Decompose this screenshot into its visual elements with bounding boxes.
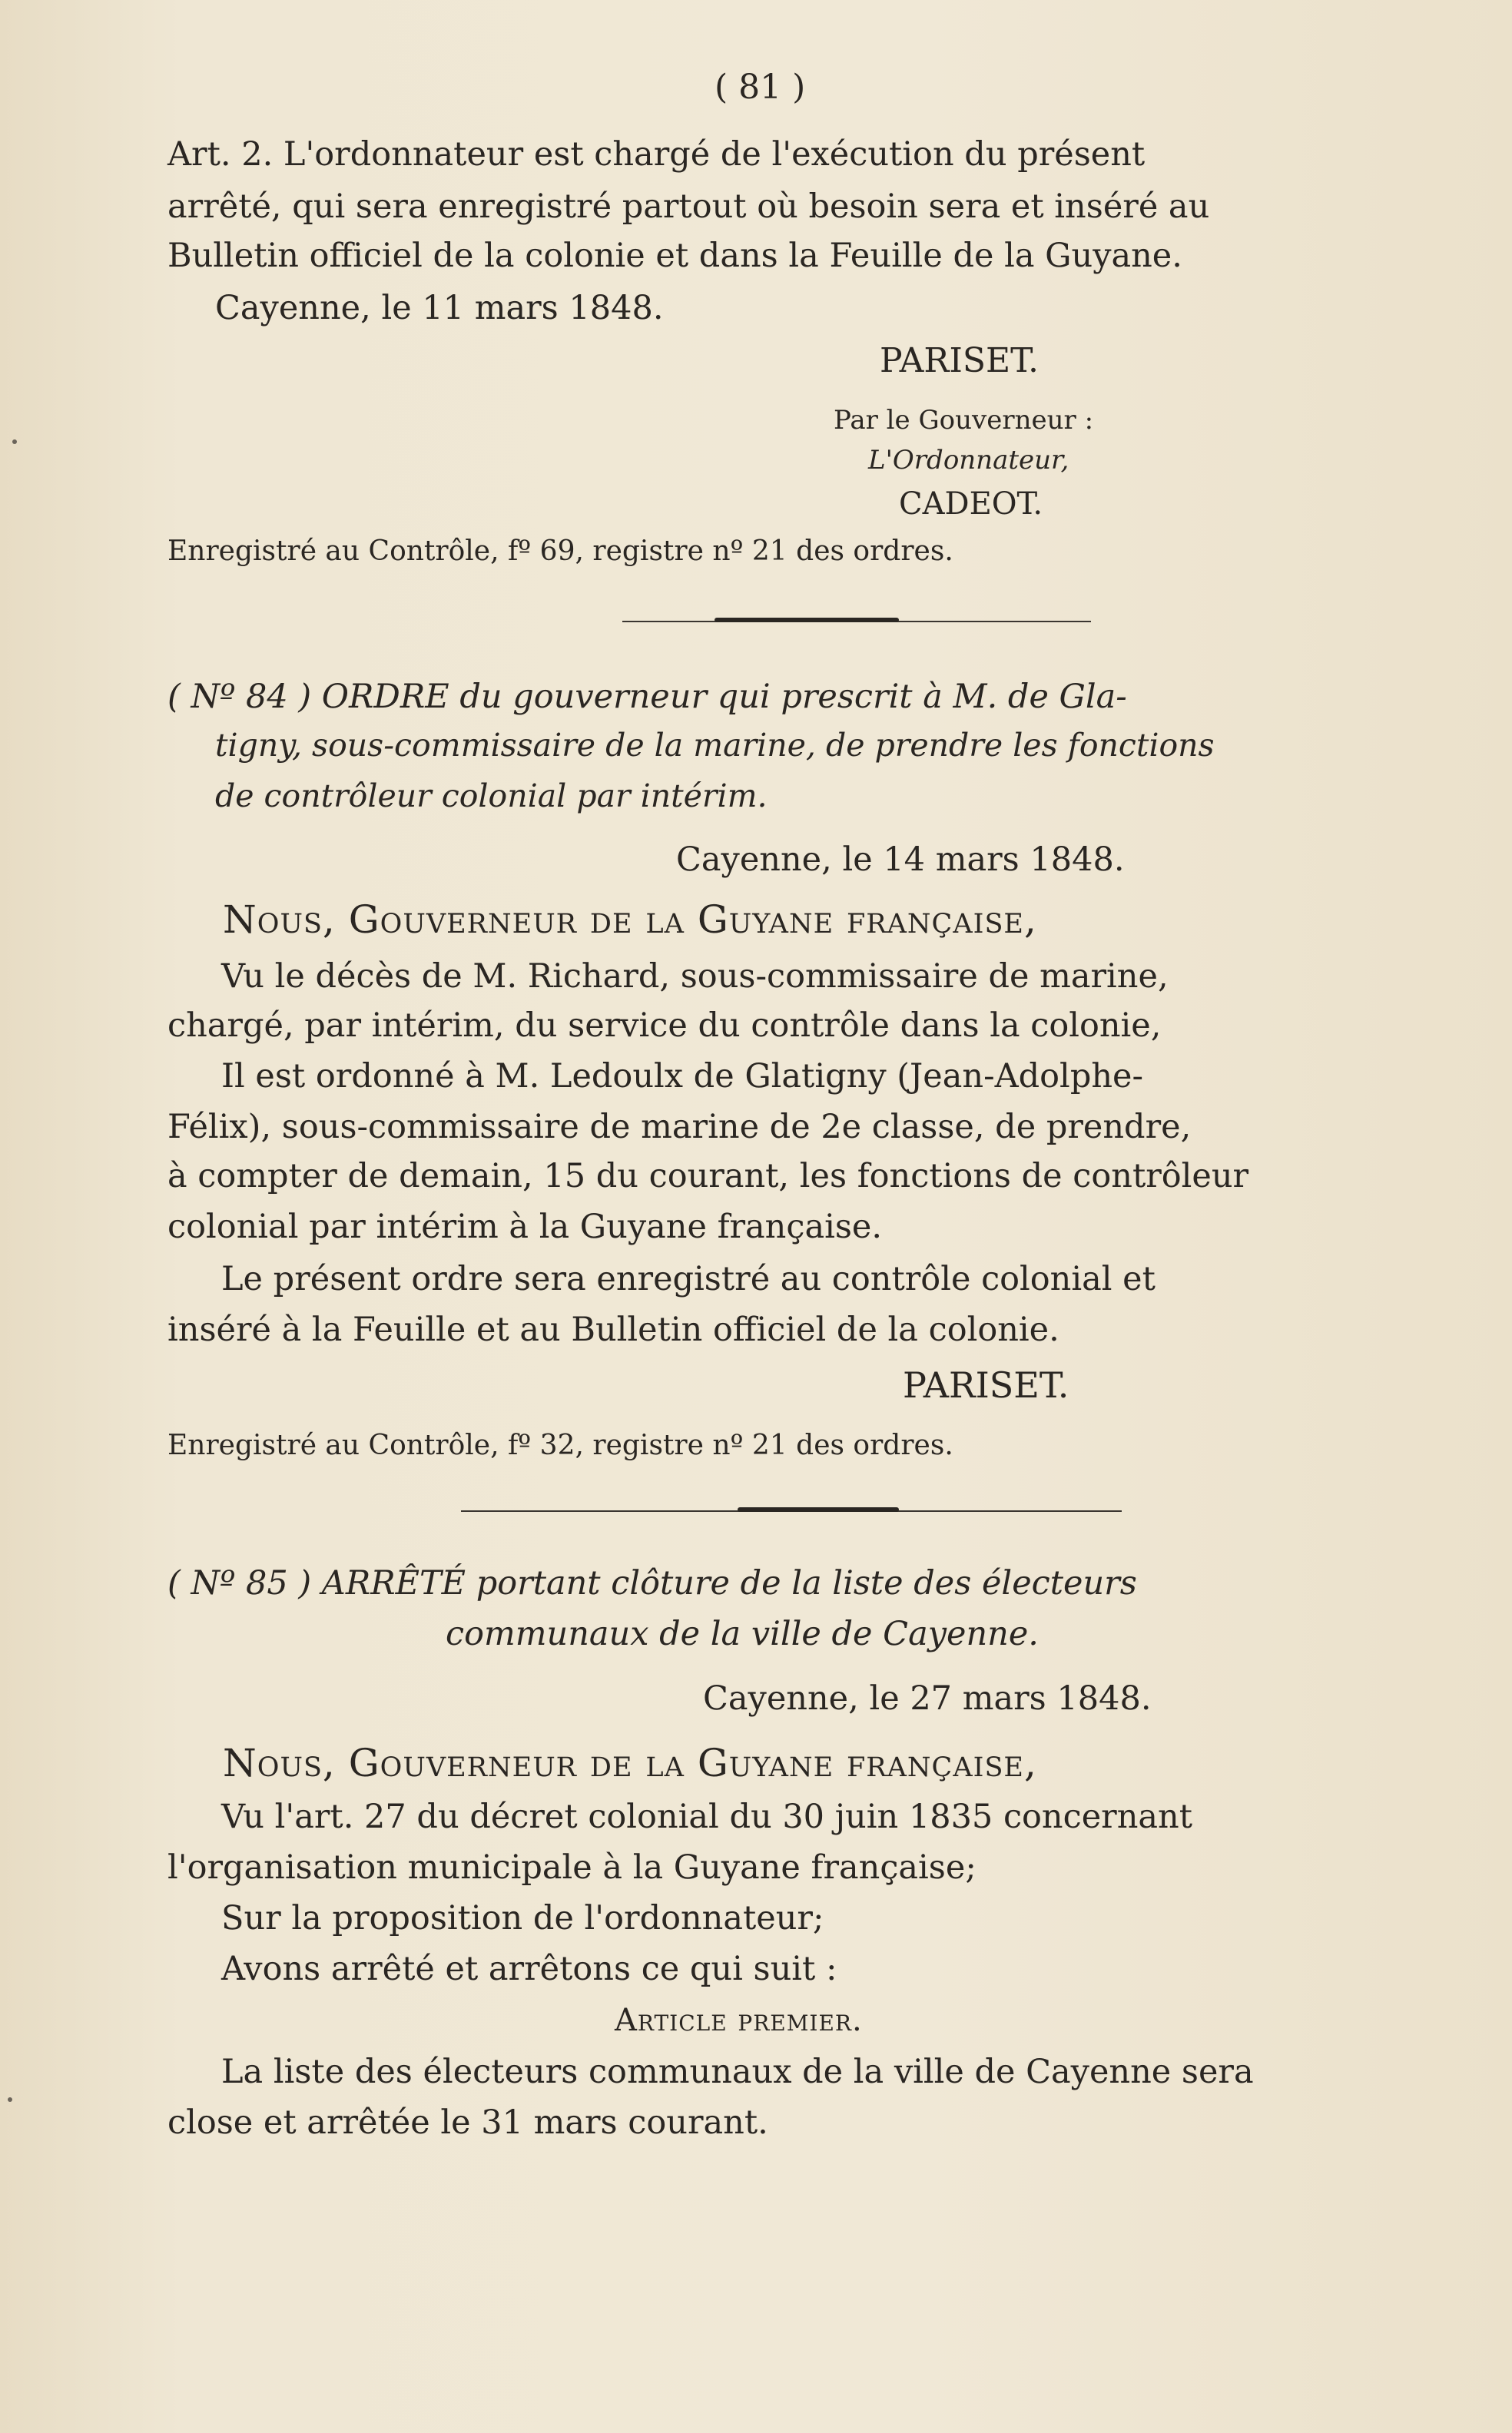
order84-heading-line3: de contrôleur colonial par intérim. — [215, 777, 768, 814]
order84-p1-line2: chargé, par intérim, du service du contrôle dans la colonie, — [167, 1006, 1162, 1045]
order84-p2-line1: Il est ordonné à M. Ledoulx de Glatigny (Jean-Adolphe- — [221, 1057, 1144, 1096]
order84-p2-line4: colonial par intérim à la Guyane française. — [167, 1208, 883, 1246]
ordonnateur-name: CADEOT. — [899, 486, 1043, 522]
art2-line2: arrêté, qui sera enregistré partout où besoin sera et inséré au — [167, 187, 1210, 226]
separator-rule-2-bold — [738, 1507, 899, 1512]
separator-rule-1-bold — [715, 618, 899, 622]
arrete85-p1-line2: l'organisation municipale à la Guyane française; — [167, 1848, 976, 1887]
order84-p3-line2: inséré à la Feuille et au Bulletin officiel de la colonie. — [167, 1311, 1059, 1349]
article-premier-heading: Article premier. — [615, 2003, 863, 2038]
registration-1: Enregistré au Contrôle, fº 69, registre nº 21 des ordres. — [167, 535, 953, 567]
arrete85-p3: Avons arrêté et arrêtons ce qui suit : — [221, 1950, 837, 1988]
margin-speck — [8, 2097, 12, 2102]
order84-p1-line1: Vu le décès de M. Richard, sous-commissaire de marine, — [221, 957, 1169, 996]
art2-line1: Art. 2. L'ordonnateur est chargé de l'exécution du présent — [167, 135, 1146, 174]
arrete85-p2: Sur la proposition de l'ordonnateur; — [221, 1899, 824, 1937]
arrete85-heading-line1: ( Nº 85 ) ARRÊTÉ portant clôture de la liste des électeurs — [167, 1564, 1137, 1603]
arrete85-date: Cayenne, le 27 mars 1848. — [703, 1679, 1152, 1718]
margin-speck — [12, 439, 17, 444]
ordonnateur-title: L'Ordonnateur, — [868, 445, 1069, 476]
order84-p2-line2: Félix), sous-commissaire de marine de 2e classe, de prendre, — [167, 1108, 1192, 1146]
arrete85-p1-line1: Vu l'art. 27 du décret colonial du 30 juin 1835 concernant — [221, 1798, 1193, 1836]
arrete85-p4-line1: La liste des électeurs communaux de la ville de Cayenne sera — [221, 2053, 1254, 2091]
arrete85-heading-line2: communaux de la ville de Cayenne. — [446, 1615, 1039, 1653]
order84-heading-line2: tigny, sous-commissaire de la marine, de prendre les fonctions — [215, 727, 1215, 764]
registration-2: Enregistré au Contrôle, fº 32, registre nº 21 des ordres. — [167, 1430, 953, 1461]
page-number: ( 81 ) — [715, 68, 806, 107]
by-governor: Par le Gouverneur : — [834, 405, 1094, 436]
arrete85-p4-line2: close et arrêtée le 31 mars courant. — [167, 2103, 768, 2142]
order84-p2-line3: à compter de demain, 15 du courant, les fonctions de contrôleur — [167, 1157, 1249, 1195]
order84-signature: PARISET. — [903, 1364, 1069, 1406]
order84-heading-line1: ( Nº 84 ) ORDRE du gouverneur qui prescrit à M. de Gla- — [167, 678, 1127, 716]
order84-nous: Nous, Gouverneur de la Guyane française, — [223, 897, 1037, 942]
art2-signature: PARISET. — [880, 341, 1039, 380]
art2-date: Cayenne, le 11 mars 1848. — [215, 289, 664, 327]
art2-line3: Bulletin officiel de la colonie et dans la Feuille de la Guyane. — [167, 237, 1182, 275]
order84-p3-line1: Le présent ordre sera enregistré au contrôle colonial et — [221, 1260, 1156, 1298]
arrete85-nous: Nous, Gouverneur de la Guyane française, — [223, 1741, 1037, 1785]
order84-date: Cayenne, le 14 mars 1848. — [676, 840, 1125, 879]
